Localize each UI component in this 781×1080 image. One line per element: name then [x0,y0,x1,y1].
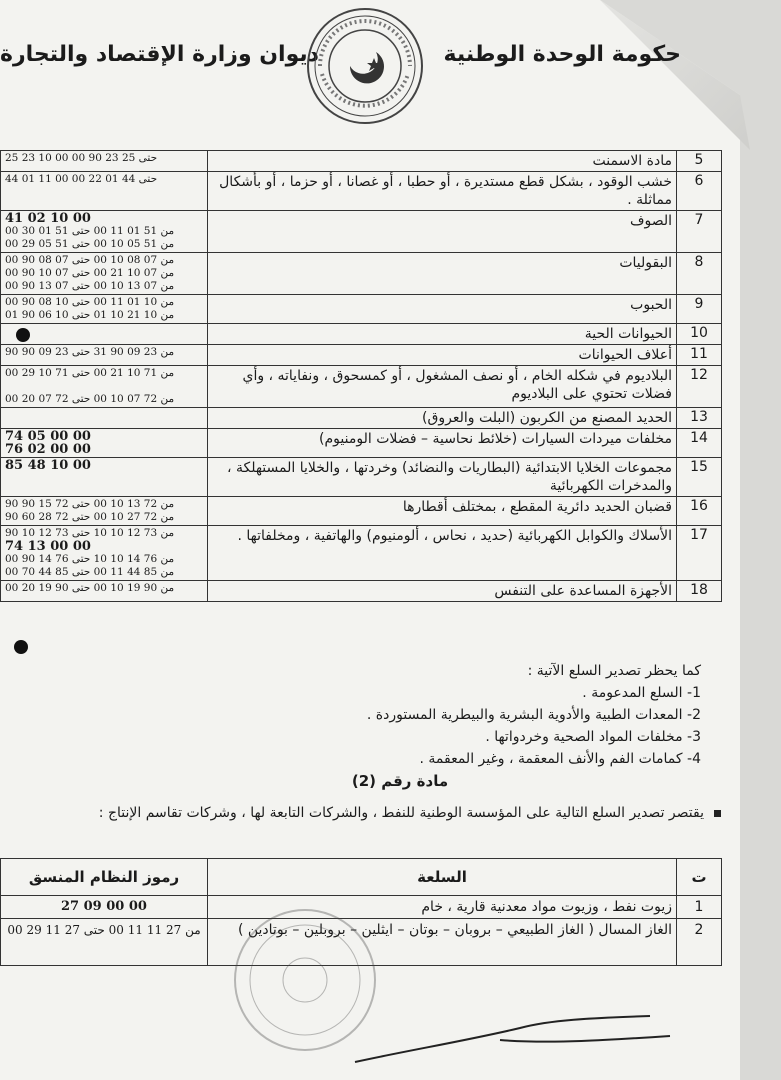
row-goods: الغاز المسال ( الغاز الطبيعي – بروبان – بوتان – ايثلين – بروبلين – بوتادين ) [208,919,677,966]
additional-prohibitions [367,660,701,770]
table-header-row [1,859,722,896]
row-number: 6 [677,172,722,211]
hs-code: من 72 27 10 00 حتى 72 28 60 90 [5,511,175,523]
hs-code: 44 01 11 00 حتى 44 01 22 00 [5,173,158,185]
header-codes: رموز النظام المنسق [1,859,208,896]
row-number: 8 [677,253,722,295]
row-description: مخلفات ميردات السيارات (خلائط نحاسية – فضلات الومنيوم) [208,429,677,458]
hs-code: 41 02 10 00 [5,211,91,226]
hs-code: من 73 12 10 10 حتى 73 12 10 90 [5,527,175,539]
hs-code: 25 23 10 00 حتى 25 23 90 00 [5,152,158,164]
hs-code: من 72 13 10 00 حتى 72 15 90 90 [5,498,175,510]
hs-code: من 10 01 11 00 حتى 10 08 90 00 [5,296,175,308]
article-title: مادة رقم (2) [351,772,449,790]
row-codes: من 27 11 11 00 حتى 27 11 29 00 [1,919,208,966]
row-goods: زيوت نفط ، وزيوت مواد معدنية قارية ، خام [208,896,677,919]
row-number: 18 [677,581,722,602]
note-item: 1- السلع المدعومة . [582,685,701,701]
row-codes [1,253,208,295]
hs-code: من 10 21 10 01 حتى 10 06 90 01 [5,309,175,321]
notes-intro: كما يحظر تصدير السلع الآتية : [527,663,701,679]
hs-code: من 76 14 10 10 حتى 76 14 90 00 [5,553,175,565]
table-row [1,497,722,526]
table-row [1,295,722,324]
table-row [1,172,722,211]
table-row [1,429,722,458]
row-description: الحبوب [208,295,677,324]
row-description: البقوليات [208,253,677,295]
row-description: خشب الوقود ، بشكل قطع مستديرة ، أو حطبا ، أو غصانا ، أو حزما ، أو بأشكال مماثلة . [208,172,677,211]
row-codes [1,151,208,172]
table-row [1,366,722,408]
row-number: 9 [677,295,722,324]
row-codes [1,429,208,458]
row-codes [1,295,208,324]
hs-code: من 85 44 11 00 حتى 85 44 70 00 [5,566,175,578]
header-goods: السلعة [208,859,677,896]
hs-code: من 51 05 10 00 حتى 51 05 29 00 [5,238,175,250]
row-description: الأسلاك والكوابل الكهربائية (حديد ، نحاس ، ألومنيوم) والهاتفية ، ومخلفاتها . [208,526,677,581]
government-name: حكومة الوحدة الوطنية [443,42,681,67]
row-number: 5 [677,151,722,172]
row-number: 17 [677,526,722,581]
row-codes [1,211,208,253]
hs-code: 76 02 00 00 [5,442,91,457]
row-number: 14 [677,429,722,458]
punch-hole [14,640,28,654]
row-codes [1,581,208,602]
hs-code: من 23 09 90 31 حتى 23 09 90 90 [5,346,175,358]
hs-code: من 07 13 10 00 حتى 07 13 90 00 [5,280,175,292]
table-row [1,581,722,602]
row-description: الأجهزة المساعدة على التنفس [208,581,677,602]
row-num: 2 [677,919,722,966]
hs-code: من 71 10 21 00 حتى 71 10 29 00 [5,367,175,379]
row-codes [1,458,208,497]
row-description: مجموعات الخلايا الابتدائية (البطاريات والنضائد) وخردتها ، والخلايا المستهلكة ، والمدخرات الكهربائية [208,458,677,497]
punch-hole [16,328,30,342]
row-description: الصوف [208,211,677,253]
paragraph-text: يقتصر تصدير السلع التالية على المؤسسة الوطنية للنفط ، والشركات التابعة لها ، وشركات تقاسم الإنتاج : [98,805,704,821]
note-item: 2- المعدات الطبية والأدوية البشرية والبيطرية المستوردة . [366,707,701,723]
hs-code: من 07 08 10 00 حتى 07 08 90 00 [5,254,175,266]
row-number: 15 [677,458,722,497]
table-row [1,345,722,366]
row-number: 7 [677,211,722,253]
row-number: 10 [677,324,722,345]
table-row [1,324,722,345]
row-codes [1,497,208,526]
note-item: 4- كمامات الفم والأنف المعقمة ، وغير المعقمة . [419,751,701,767]
article-paragraph [41,802,721,824]
row-description: أعلاف الحيوانات [208,345,677,366]
table-row [1,151,722,172]
row-number: 11 [677,345,722,366]
hs-code: من 90 19 10 00 حتى 90 19 20 00 [5,582,175,594]
row-description: الحيوانات الحية [208,324,677,345]
row-codes [1,324,208,345]
ministry-name: ديوان وزارة الإقتصاد والتجارة [0,42,319,67]
row-description: البلاديوم في شكله الخام ، أو نصف المشغول ، أو كمسحوق ، ونفاياته ، وأي فضلات تحتوي على البلاديوم [208,366,677,408]
table-row [1,408,722,429]
table-row [1,458,722,497]
row-codes [1,408,208,429]
table-row [1,526,722,581]
row-description: الحديد المصنع من الكربون (البلت والعروق) [208,408,677,429]
row-number: 16 [677,497,722,526]
export-ban-table [0,150,722,602]
emblem-logo [302,6,428,126]
signature [350,1010,680,1070]
hs-code: من 07 10 21 00 حتى 07 10 90 00 [5,267,175,279]
bullet-icon [714,810,721,817]
row-number: 13 [677,408,722,429]
row-number: 12 [677,366,722,408]
row-codes [1,172,208,211]
hs-code: 74 13 00 00 [5,539,91,554]
table-row [1,211,722,253]
hs-code [5,380,203,393]
table-row [1,253,722,295]
row-description: قضبان الحديد دائرية المقطع ، بمختلف أقطارها [208,497,677,526]
row-codes [1,366,208,408]
row-codes: 27 09 00 00 [1,896,208,919]
note-item: 3- مخلفات المواد الصحية وخردواتها . [485,729,701,745]
row-description: مادة الاسمنت [208,151,677,172]
row-num: 1 [677,896,722,919]
hs-code: من 72 07 10 00 حتى 72 07 20 00 [5,393,175,405]
row-codes [1,526,208,581]
hs-code: من 51 01 11 00 حتى 51 01 30 00 [5,225,175,237]
hs-code: 74 05 00 00 [5,429,91,444]
row-codes [1,345,208,366]
hs-code: 85 48 10 00 [5,458,91,473]
header-num: ت [677,859,722,896]
